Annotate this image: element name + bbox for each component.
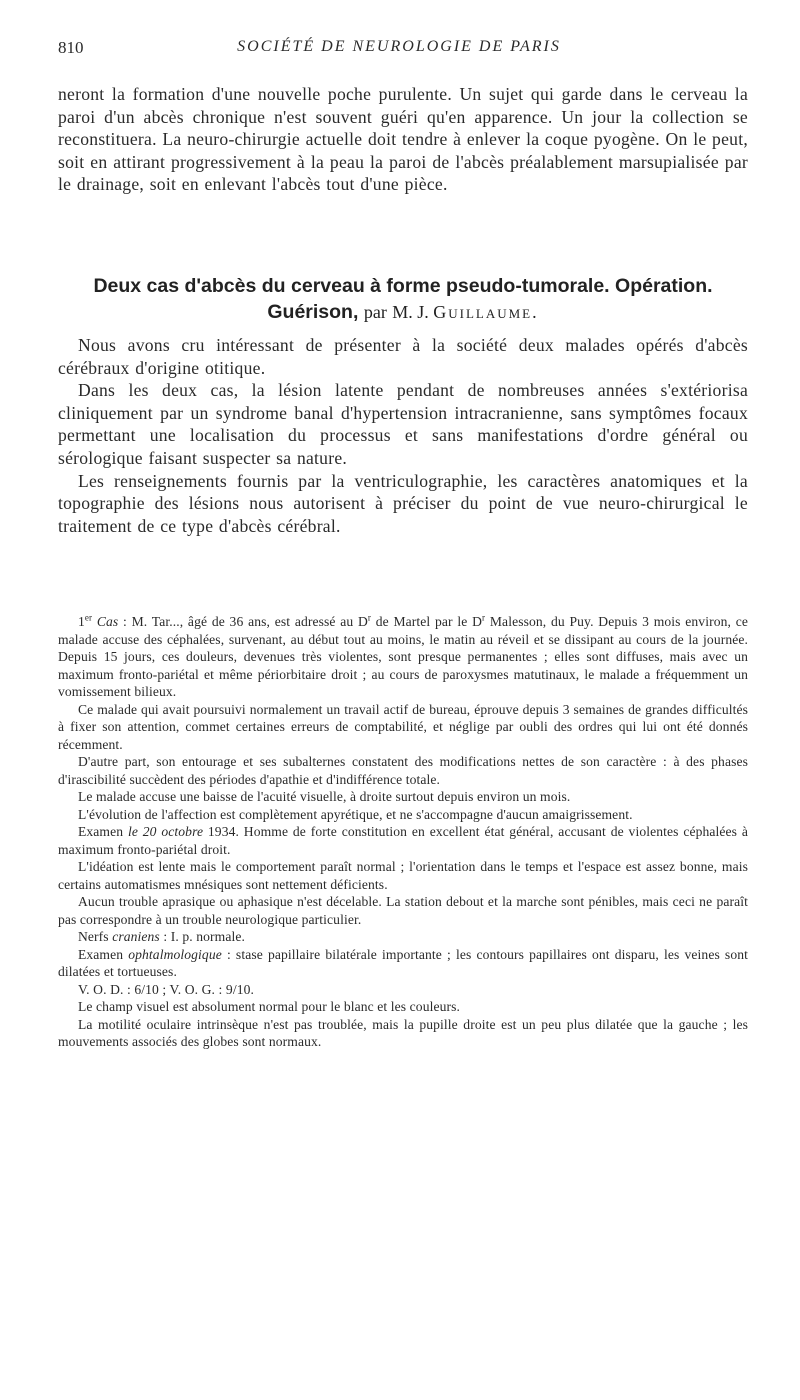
case-label-number: 1 xyxy=(78,614,85,629)
article-by: par xyxy=(363,302,387,322)
case-label-word: Cas xyxy=(96,614,119,629)
author-initial: M. J. xyxy=(392,302,429,322)
case-text: Malesson, du Puy. Depuis 3 mois environ, ce malade accuse des céphalées, survenant, au début tout au moins, le matin au réveil et se dissipant au cours de la journée. Depuis 15 jours, ces douleurs, devenues très violentes, sont presque permanentes ; elles sont diffuses, mais avec un maximum fronto-pariétal et même périorbitaire droit ; au cours de paroxysmes matutinaux, le malade a fréquemment un vomissement bilieux. xyxy=(58,614,748,699)
article-author xyxy=(392,302,538,322)
case-paragraph xyxy=(58,946,748,981)
case-paragraph: L'évolution de l'affection est complètement apyrétique, et ne s'accompagne d'aucun amaigrissement. xyxy=(78,806,633,822)
running-title: SOCIÉTÉ DE NEUROLOGIE DE PARIS xyxy=(237,38,561,55)
case-paragraph: Le malade accuse une baisse de l'acuité visuelle, à droite surtout depuis environ un mois. xyxy=(78,789,571,804)
body-paragraph: Les renseignements fournis par la ventriculographie, les caractères anatomiques et la topographie des lésions nous autorisent à préciser du point de vue neuro-chirurgical le traitement de ce type d'abcès cérébral. xyxy=(58,470,748,536)
running-head xyxy=(58,38,740,62)
author-name: Guillaume. xyxy=(433,302,539,322)
case-paragraph: V. O. D. : 6/10 ; V. O. G. : 9/10. xyxy=(78,981,254,997)
exam-label: Examen xyxy=(78,946,129,962)
article-title: Deux cas d'abcès du cerveau à forme pseudo-tumorale. Opération. Guérison, xyxy=(93,275,713,323)
case-paragraph: Aucun trouble aprasique ou aphasique n'est décelable. La station debout et la marche sont pénibles, mais ceci ne paraît pas correspondre à un trouble neurologique particulier. xyxy=(58,894,748,927)
case-paragraph xyxy=(58,613,748,701)
case-label-sup: er xyxy=(84,612,93,623)
doctor-abbrev-sup: r xyxy=(367,612,372,623)
exam-text: : stase papillaire bilatérale importante ; les contours papillaires ont disparu, les veines sont dilatées et tortueuses. xyxy=(58,946,748,979)
body-paragraph: Dans les deux cas, la lésion latente pendant de nombreuses années s'extériorisa cliniquement par un syndrome banal d'hypertension intracranienne, sans symptômes focaux permettant une localisation du processus et sans manifestations d'ordre général ou sérologique faisant suspecter sa nature. xyxy=(58,380,748,468)
case-paragraph xyxy=(58,928,748,946)
intro-block xyxy=(58,83,748,196)
case-paragraph xyxy=(58,823,748,858)
exam-italic: craniens xyxy=(112,929,160,944)
case-text: de Martel par le D xyxy=(371,614,483,629)
case-paragraph: La motilité oculaire intrinsèque n'est pas troublée, mais la pupille droite est un peu plus dilatée que la gauche ; les mouvements associés des globes sont normaux. xyxy=(58,1016,748,1049)
exam-text: 1934. Homme de forte constitution en excellent état général, accusant de violentes céphalées à maximum fronto-pariétal droit. xyxy=(58,824,748,857)
page-number: 810 xyxy=(58,38,84,57)
exam-label: Nerfs xyxy=(78,929,113,944)
intro-paragraph: neront la formation d'une nouvelle poche purulente. Un sujet qui garde dans le cerveau la paroi d'un abcès chronique n'est souvent guéri qu'en apparence. Un jour la collection se reconstituera. La neuro-chirurgie actuelle doit tendre à enlever la coque pyogène. On le peut, soit en attirant progressivement à la peau la paroi de l'abcès préalablement marsupialisée par le drainage, soit en enlevant l'abcès tout d'une pièce. xyxy=(58,84,748,195)
body-paragraph: Nous avons cru intéressant de présenter à la société deux malades opérés d'abcès cérébraux d'origine otitique. xyxy=(58,335,748,378)
case-paragraph: Le champ visuel est absolument normal pour le blanc et les couleurs. xyxy=(78,999,461,1014)
exam-label: Examen xyxy=(78,824,124,839)
case-text: : M. Tar..., âgé de 36 ans, est adressé au D xyxy=(118,614,368,629)
body-block xyxy=(58,334,748,537)
exam-date: le 20 octobre xyxy=(127,824,204,839)
case-paragraph: Ce malade qui avait poursuivi normalement un travail actif de bureau, éprouve depuis 3 semaines de grandes difficultés à fixer son attention, commet certaines erreurs de comptabilité, et néglige par oubli des ordres qui lui ont été donnés récemment. xyxy=(58,701,748,752)
case-report-block xyxy=(58,613,748,1051)
case-paragraph: D'autre part, son entourage et ses subalternes constatent des modifications nettes de son caractère : à des phases d'irascibilité succèdent des périodes d'apathie et d'indifférence totale. xyxy=(58,754,748,787)
case-paragraph: L'idéation est lente mais le comportement paraît normal ; l'orientation dans le temps et l'espace est assez bonne, mais certains automatismes mnésiques sont nettement déficients. xyxy=(58,859,748,892)
article-title-block xyxy=(58,273,748,325)
exam-italic: ophtalmologique xyxy=(128,946,222,962)
exam-text: : I. p. normale. xyxy=(159,929,245,944)
doctor-abbrev-sup: r xyxy=(482,612,486,623)
